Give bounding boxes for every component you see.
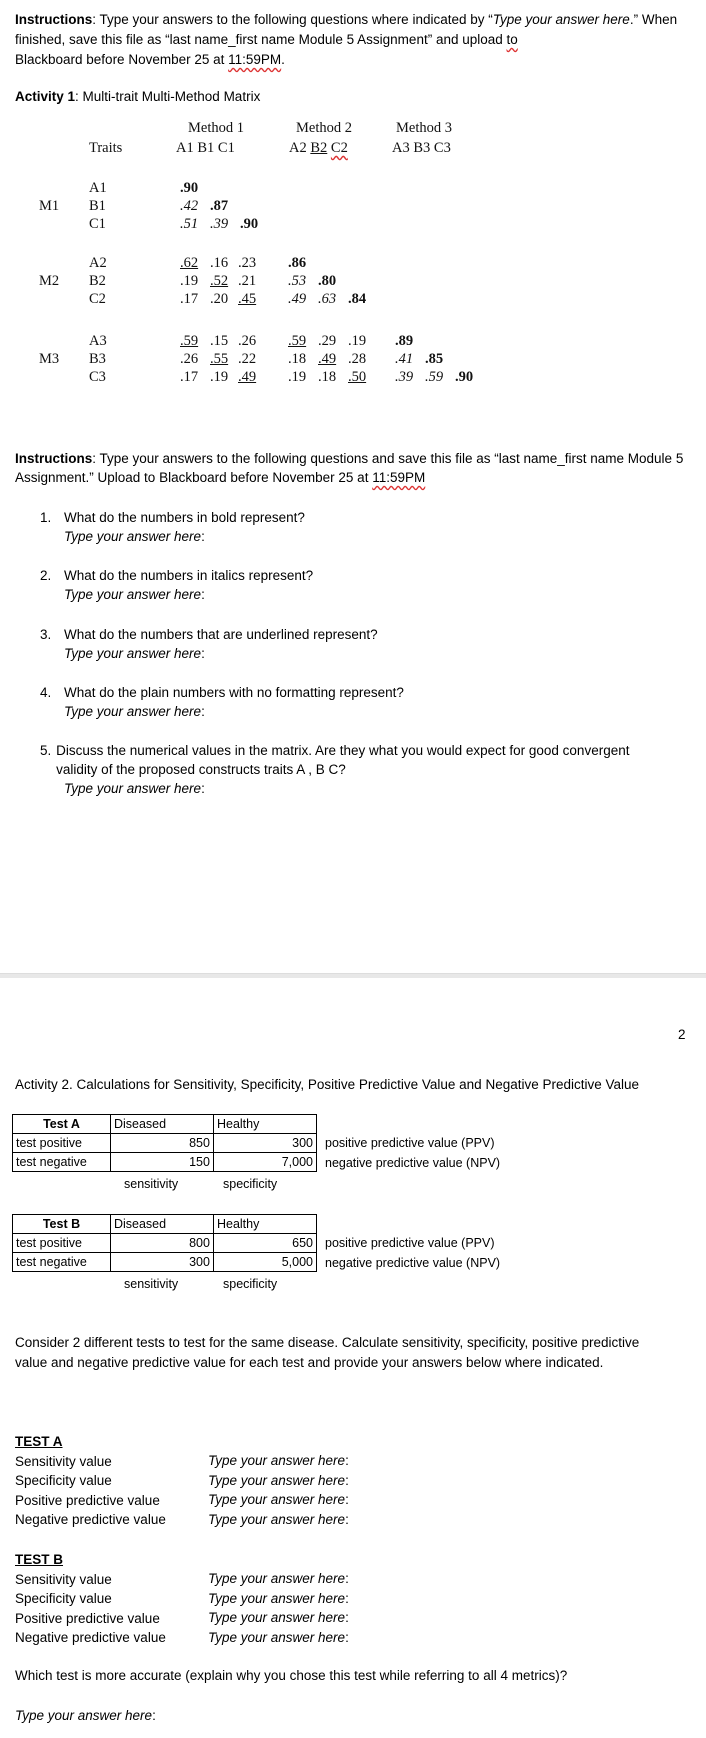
matrix-cell: .42 bbox=[180, 198, 199, 214]
answer-prompt[interactable]: Type your answer here bbox=[208, 1492, 346, 1507]
matrix-cell: .17 bbox=[180, 291, 199, 307]
matrix-cell: .85 bbox=[425, 351, 444, 367]
answer-prompt[interactable]: Type your answer here bbox=[208, 1511, 346, 1527]
matrix-cell: .21 bbox=[238, 273, 257, 289]
matrix-cell: .18 bbox=[288, 351, 307, 367]
cell-tn: 5,000 bbox=[213, 1253, 316, 1272]
m2-label: M2 bbox=[39, 273, 60, 289]
row-test-positive: test positive bbox=[13, 1234, 111, 1253]
matrix-cell: .49 bbox=[318, 351, 337, 367]
matrix-cell: .29 bbox=[318, 333, 337, 349]
matrix-cell: .49 bbox=[238, 369, 257, 385]
sensitivity-label: sensitivity bbox=[124, 1277, 179, 1291]
test-b-table bbox=[12, 1214, 317, 1272]
npv-row: Negative predictive value bbox=[15, 1512, 166, 1527]
final-question: Which test is more accurate (explain why you chose this test while referring to all 4 metrics)? bbox=[15, 1668, 568, 1683]
instructions-label: Instructions bbox=[15, 12, 93, 27]
answer-prompt[interactable]: Type your answer here bbox=[208, 1453, 346, 1468]
page-break bbox=[0, 973, 706, 978]
question-5: 5. Discuss the numerical values in the matrix. Are they what you would expect for good convergent validity of the proposed constructs traits A , B C? Type your answer here: bbox=[40, 743, 630, 796]
matrix-cell: .90 bbox=[455, 369, 474, 385]
matrix-cell: .55 bbox=[210, 351, 229, 367]
answer-prompt[interactable]: Type your answer here bbox=[64, 529, 202, 544]
matrix-cell: .84 bbox=[348, 291, 367, 307]
question-4: 4. What do the plain numbers with no formatting represent? Type your answer here: bbox=[40, 685, 404, 719]
col-diseased: Diseased bbox=[110, 1215, 213, 1234]
matrix-cell: .23 bbox=[238, 255, 257, 271]
matrix-cell: .19 bbox=[348, 333, 367, 349]
method2-header: Method 2 bbox=[296, 120, 352, 136]
consider-paragraph: Consider 2 different tests to test for the same disease. Calculate sensitivity, specificity, positive predictive value and negative predictive value for each test and provide your answers below where indicated. bbox=[15, 1335, 640, 1370]
trait-a3: A3 bbox=[89, 333, 107, 349]
answer-prompt[interactable]: Type your answer here bbox=[208, 1590, 346, 1606]
matrix-cell: .90 bbox=[240, 216, 259, 232]
row-test-positive: test positive bbox=[13, 1134, 111, 1153]
matrix-cell: .59 bbox=[180, 333, 199, 349]
method1-sub: A1 B1 C1 bbox=[176, 140, 235, 156]
instructions2-text: : Type your answers to the following questions and save this file as “last name_first name Module 5 Assignment.” Upload to Blackboard before November 25 at bbox=[15, 451, 684, 485]
instructions-text-a: : Type your answers to the following questions where indicated by “ bbox=[92, 12, 493, 27]
activity2-title: Activity 2. Calculations for Sensitivity, Specificity, Positive Predictive Value and Negative Predictive Value bbox=[15, 1077, 640, 1092]
answer-prompt[interactable]: Type your answer here bbox=[64, 587, 202, 602]
row-test-negative: test negative bbox=[13, 1253, 111, 1272]
matrix-cell: .49 bbox=[288, 291, 307, 307]
matrix-cell: .86 bbox=[288, 255, 307, 271]
mtmm-matrix bbox=[0, 0, 706, 400]
matrix-cell: .80 bbox=[318, 273, 337, 289]
npv-row: Negative predictive value bbox=[15, 1630, 166, 1645]
cell-tp: 850 bbox=[110, 1134, 213, 1153]
matrix-cell: .17 bbox=[180, 369, 199, 385]
sensitivity-row: Sensitivity value bbox=[15, 1571, 112, 1587]
answer-prompt[interactable]: Type your answer here bbox=[64, 781, 202, 796]
matrix-cell: .62 bbox=[180, 255, 199, 271]
test-b-heading: TEST B bbox=[15, 1552, 64, 1567]
matrix-cell: .89 bbox=[395, 333, 414, 349]
instructions-text-c: Blackboard before November 25 at bbox=[15, 52, 229, 67]
method2-sub-b2: B2 bbox=[310, 140, 328, 156]
activity1-label: Activity 1 bbox=[15, 89, 76, 104]
answer-prompt[interactable]: Type your answer here bbox=[208, 1472, 346, 1488]
instructions-text-end: . bbox=[281, 52, 285, 67]
trait-a2: A2 bbox=[89, 255, 107, 271]
test-a-prompts: Type your answer here: Type your answer here: Type your answer here: Type your answer here: bbox=[208, 1453, 349, 1527]
matrix-cell: .39 bbox=[395, 369, 414, 385]
final-answer: Type your answer here: bbox=[15, 1708, 156, 1723]
instructions2-label: Instructions bbox=[15, 451, 93, 466]
col-healthy: Healthy bbox=[213, 1115, 316, 1134]
specificity-label: specificity bbox=[223, 1277, 278, 1291]
col-healthy: Healthy bbox=[213, 1215, 316, 1234]
matrix-cell: .20 bbox=[210, 291, 229, 307]
matrix-cell: .19 bbox=[210, 369, 229, 385]
instructions-italic: Type your answer here bbox=[492, 12, 630, 27]
m3-label: M3 bbox=[39, 351, 60, 367]
table-name: Test A bbox=[13, 1115, 111, 1134]
method1-header: Method 1 bbox=[188, 120, 244, 136]
cell-fn: 300 bbox=[110, 1253, 213, 1272]
specificity-label: specificity bbox=[223, 1177, 278, 1191]
specificity-row: Specificity value bbox=[15, 1473, 112, 1488]
matrix-cell: .22 bbox=[238, 351, 257, 367]
npv-label: negative predictive value (NPV) bbox=[325, 1256, 501, 1270]
matrix-cell: .28 bbox=[348, 351, 367, 367]
instructions-text-b: .” When finished, save this file as “last name_first name Module 5 Assignment” and upload bbox=[15, 12, 678, 47]
trait-a1: A1 bbox=[89, 180, 107, 196]
matrix-cell: .50 bbox=[348, 369, 367, 385]
matrix-cell: .18 bbox=[318, 369, 337, 385]
matrix-cell: .45 bbox=[238, 291, 257, 307]
test-b-answers bbox=[15, 1550, 166, 1648]
question-3: 3. What do the numbers that are underlined represent? Type your answer here: bbox=[40, 627, 378, 661]
matrix-cell: .39 bbox=[210, 216, 229, 232]
matrix-cell: .26 bbox=[238, 333, 257, 349]
matrix-cell: .87 bbox=[210, 198, 229, 214]
test-a-answers bbox=[15, 1432, 166, 1530]
trait-b2: B2 bbox=[89, 273, 106, 289]
matrix-cell: .59 bbox=[288, 333, 307, 349]
matrix-cell: .53 bbox=[288, 273, 307, 289]
matrix-cell: .63 bbox=[318, 291, 337, 307]
specificity-row: Specificity value bbox=[15, 1591, 112, 1606]
answer-prompt[interactable]: Type your answer here bbox=[64, 646, 202, 661]
test-b-prompts: Type your answer here: Type your answer here: Type your answer here: Type your answer here: bbox=[208, 1571, 349, 1645]
test-a-heading: TEST A bbox=[15, 1434, 63, 1449]
matrix-cell: .90 bbox=[180, 180, 199, 196]
instructions-to-word: to bbox=[506, 32, 518, 47]
matrix-cell: .15 bbox=[210, 333, 229, 349]
trait-c3: C3 bbox=[89, 369, 106, 385]
ppv-row: Positive predictive value bbox=[15, 1492, 160, 1508]
cell-fn: 150 bbox=[110, 1153, 213, 1172]
cell-fp: 300 bbox=[213, 1134, 316, 1153]
matrix-cell: .16 bbox=[210, 255, 229, 271]
answer-prompt[interactable]: Type your answer here bbox=[208, 1629, 346, 1645]
m1-label: M1 bbox=[39, 198, 60, 214]
question-2: 2. What do the numbers in italics represent? Type your answer here: bbox=[40, 568, 314, 602]
ppv-row: Positive predictive value bbox=[15, 1610, 160, 1626]
trait-c1: C1 bbox=[89, 216, 106, 232]
test-a-table bbox=[12, 1114, 317, 1172]
trait-b1: B1 bbox=[89, 198, 106, 214]
table-name: Test B bbox=[13, 1215, 111, 1234]
ppv-label: positive predictive value (PPV) bbox=[325, 1136, 495, 1150]
instructions-deadline: 11:59PM bbox=[228, 52, 282, 67]
matrix-cell: .41 bbox=[395, 351, 414, 367]
method2-sub bbox=[289, 140, 348, 157]
activity1-title: : Multi-trait Multi-Method Matrix bbox=[75, 89, 261, 104]
method3-header: Method 3 bbox=[396, 120, 452, 136]
trait-c2: C2 bbox=[89, 291, 106, 307]
page-number: 2 bbox=[678, 1027, 686, 1042]
cell-tn: 7,000 bbox=[213, 1153, 316, 1172]
matrix-cell: .19 bbox=[288, 369, 307, 385]
answer-prompt[interactable]: Type your answer here bbox=[208, 1571, 346, 1586]
sensitivity-label: sensitivity bbox=[124, 1177, 179, 1191]
cell-fp: 650 bbox=[213, 1234, 316, 1253]
traits-header: Traits bbox=[89, 140, 123, 156]
matrix-cell: .52 bbox=[210, 273, 229, 289]
matrix-cell: .59 bbox=[425, 369, 444, 385]
method2-sub-c2: C2 bbox=[330, 140, 348, 156]
instructions2-block bbox=[15, 449, 695, 487]
row-test-negative: test negative bbox=[13, 1153, 111, 1172]
answer-prompt[interactable]: Type your answer here bbox=[15, 1708, 153, 1723]
answer-prompt[interactable]: Type your answer here bbox=[208, 1610, 346, 1625]
instructions2-deadline: 11:59PM bbox=[372, 470, 426, 485]
question-1: 1. What do the numbers in bold represent? Type your answer here: bbox=[40, 510, 305, 544]
ppv-label: positive predictive value (PPV) bbox=[325, 1236, 495, 1250]
method3-sub: A3 B3 C3 bbox=[392, 140, 451, 156]
col-diseased: Diseased bbox=[110, 1115, 213, 1134]
answer-prompt[interactable]: Type your answer here bbox=[64, 704, 202, 719]
matrix-cell: .19 bbox=[180, 273, 199, 289]
npv-label: negative predictive value (NPV) bbox=[325, 1156, 501, 1170]
matrix-cell: .51 bbox=[180, 216, 199, 232]
method2-sub-a2: A2 bbox=[289, 140, 311, 156]
cell-tp: 800 bbox=[110, 1234, 213, 1253]
sensitivity-row: Sensitivity value bbox=[15, 1453, 112, 1469]
matrix-cell: .26 bbox=[180, 351, 199, 367]
trait-b3: B3 bbox=[89, 351, 106, 367]
